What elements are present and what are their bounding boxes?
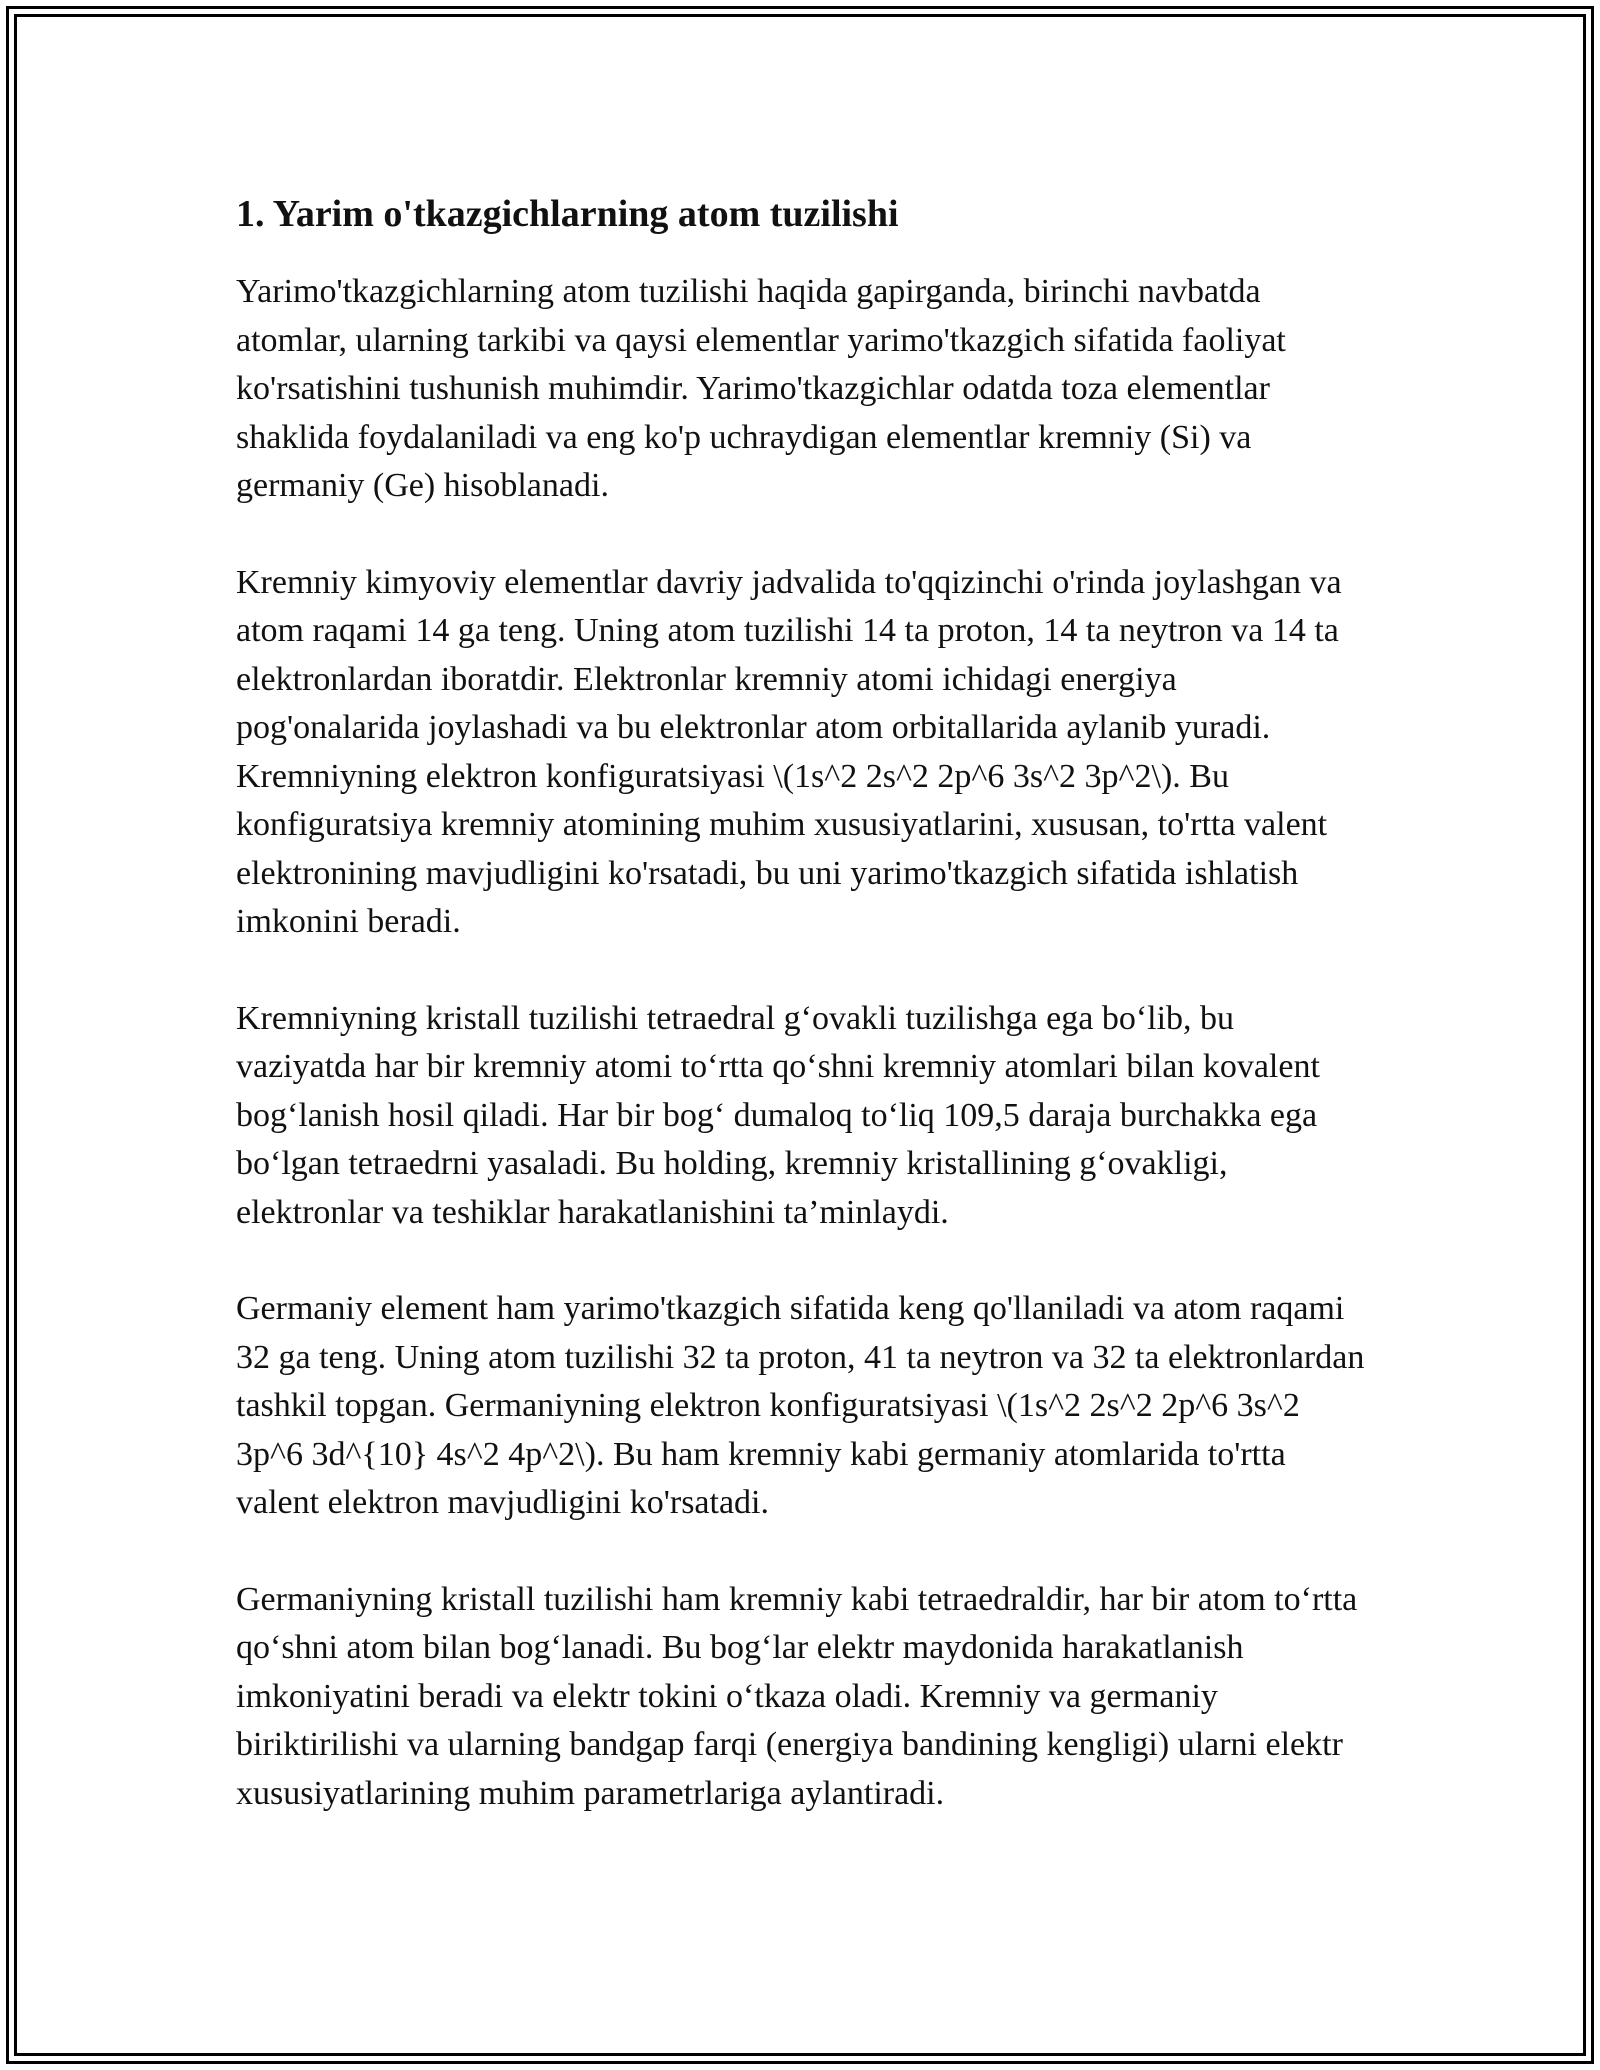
document-body [236, 186, 1366, 1866]
paragraph-5: Germaniyning kristall tuzilishi ham kremniy kabi tetraedraldir, har bir atom to‘rtta qo‘shni atom bilan bog‘lanadi. Bu bog‘lar elektr maydonida harakatlanish imkoniyatini beradi va elektr tokini o‘tkaza oladi. Kremniy va germaniy biriktirilishi va ularning bandgap farqi (energiya bandining kengligi) ularni elektr xususiyatlarining muhim parametrlariga aylantiradi. [236, 1580, 1358, 1812]
paragraph-4: Germaniy element ham yarimo'tkazgich sifatida keng qo'llaniladi va atom raqami 32 ga teng. Uning atom tuzilishi 32 ta proton, 41 ta neytron va 32 ta elektronlardan tashkil topgan. Germaniyning elektron konfiguratsiyasi \(1s^2 2s^2 2p^6 3s^2 3p^6 3d^{10} 4s^2 4p^2\). Bu ham kremniy kabi germaniy atomlarida to'rtta valent elektron mavjudligini ko'rsatadi. [236, 1290, 1365, 1521]
paragraph-3: Kremniyning kristall tuzilishi tetraedral g‘ovakli tuzilishga ega bo‘lib, bu vaziyatda har bir kremniy atomi to‘rtta qo‘shni kremniy atomlari bilan kovalent bog‘lanish hosil qiladi. Har bir bog‘ dumaloq to‘liq 109,5 daraja burchakka ega bo‘lgan tetraedrni yasaladi. Bu holding, kremniy kristallining g‘ovakligi, elektronlar va teshiklar harakatlanishini ta’minlaydi. [236, 999, 1320, 1231]
paragraph-1: Yarimo'tkazgichlarning atom tuzilishi haqida gapirganda, birinchi navbatda atomlar, ularning tarkibi va qaysi elementlar yarimo'tkazgich sifatida faoliyat ko'rsatishini tushunish muhimdir. Yarimo'tkazgichlar odatda toza elementlar shaklida foydalaniladi va eng ko'p uchraydigan elementlar kremniy (Si) va germaniy (Ge) hisoblanadi. [236, 273, 1286, 504]
section-heading: 1. Yarim o'tkazgichlarning atom tuzilishi [236, 193, 899, 235]
paragraph-2: Kremniy kimyoviy elementlar davriy jadvalida to'qqizinchi o'rinda joylashgan va atom raqami 14 ga teng. Uning atom tuzilishi 14 ta proton, 14 ta neytron va 14 ta elektronlardan iboratdir. Elektronlar kremniy atomi ichidagi energiya pog'onalarida joylashadi va bu elektronlar atom orbitallarida aylanib yuradi. Kremniyning elektron konfiguratsiyasi \(1s^2 2s^2 2p^6 3s^2 3p^2\). Bu konfiguratsiya kremniy atomining muhim xususiyatlarini, xususan, to'rtta valent elektronining mavjudligini ko'rsatadi, bu uni yarimo'tkazgich sifatida ishlatish imkonini beradi. [236, 563, 1342, 940]
